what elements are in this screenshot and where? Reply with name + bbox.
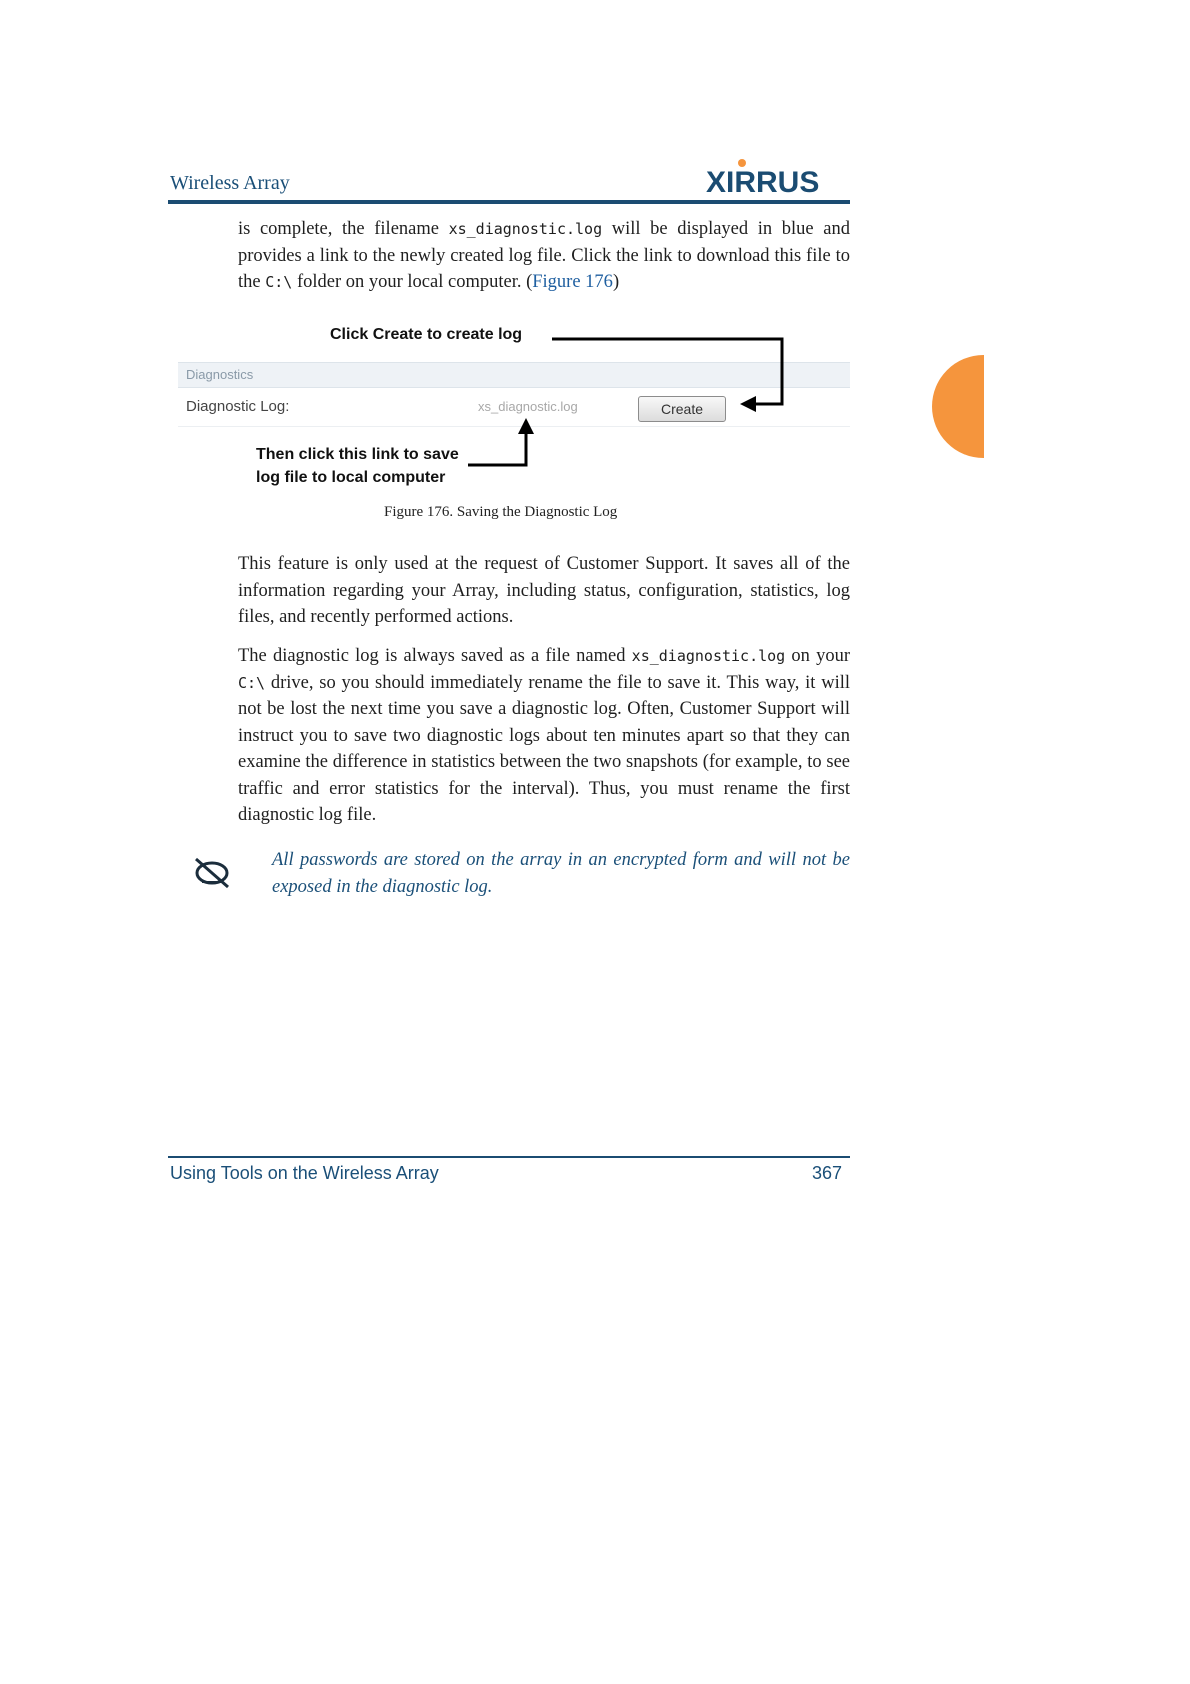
drive-code: C:\ [238, 673, 266, 692]
drive-code: C:\ [265, 273, 293, 291]
callout-link-line2: log file to local computer [256, 469, 446, 486]
diagnostic-file-link[interactable]: xs_diagnostic.log [478, 399, 578, 414]
footer-rule [168, 1156, 850, 1158]
header-rule [168, 200, 850, 204]
callout-link [256, 443, 459, 489]
callout-link-line1: Then click this link to save [256, 446, 459, 463]
footer-section: Using Tools on the Wireless Array [170, 1163, 439, 1183]
diagnostics-panel [178, 362, 850, 426]
figure-link[interactable]: Figure 176 [532, 272, 613, 292]
header-title: Wireless Array [170, 172, 290, 194]
page-number: 367 [812, 1163, 843, 1183]
note-text: All passwords are stored on the array in an encrypted form and will not be exposed in the diagnostic log. [272, 850, 850, 897]
panel-header: Diagnostics [178, 362, 850, 388]
diagnostic-paragraph: The diagnostic log is always saved as a file named xs_diagnostic.log on your C:\ drive, so you should immediately rename the file to save it. This way, it will not be lost the next time you save a diagnostic log. Often, Customer Support will instruct you to save two diagnostic logs about ten minutes apart so that they can examine the difference in statistics between the two snapshots (for example, to see traffic and error statistics for the interval). Thus, you must rename the first diagnostic log file. [238, 646, 850, 825]
filename-code: xs_diagnostic.log [631, 647, 786, 665]
xirrus-logo [706, 158, 846, 198]
diagnostic-log-label: Diagnostic Log: [186, 398, 290, 415]
filename-code: xs_diagnostic.log [448, 220, 603, 238]
intro-paragraph: is complete, the filename xs_diagnostic.log will be displayed in blue and provides a link to the newly created log file. Click the link to download this file to the C:\ folder on your local computer. (Figure 176) [238, 219, 850, 292]
note-pencil-icon [192, 855, 232, 889]
create-button[interactable]: Create [638, 396, 726, 422]
figure-caption: Figure 176. Saving the Diagnostic Log [384, 504, 618, 520]
chapter-tab [932, 355, 984, 458]
feature-paragraph: This feature is only used at the request of Customer Support. It saves all of the information regarding your Array, including status, configuration, statistics, log files, and recently performed actions. [238, 554, 850, 627]
callout-create: Click Create to create log [330, 326, 523, 343]
diagnostic-log-row [178, 388, 850, 427]
svg-text:XIRRUS: XIRRUS [706, 166, 820, 198]
